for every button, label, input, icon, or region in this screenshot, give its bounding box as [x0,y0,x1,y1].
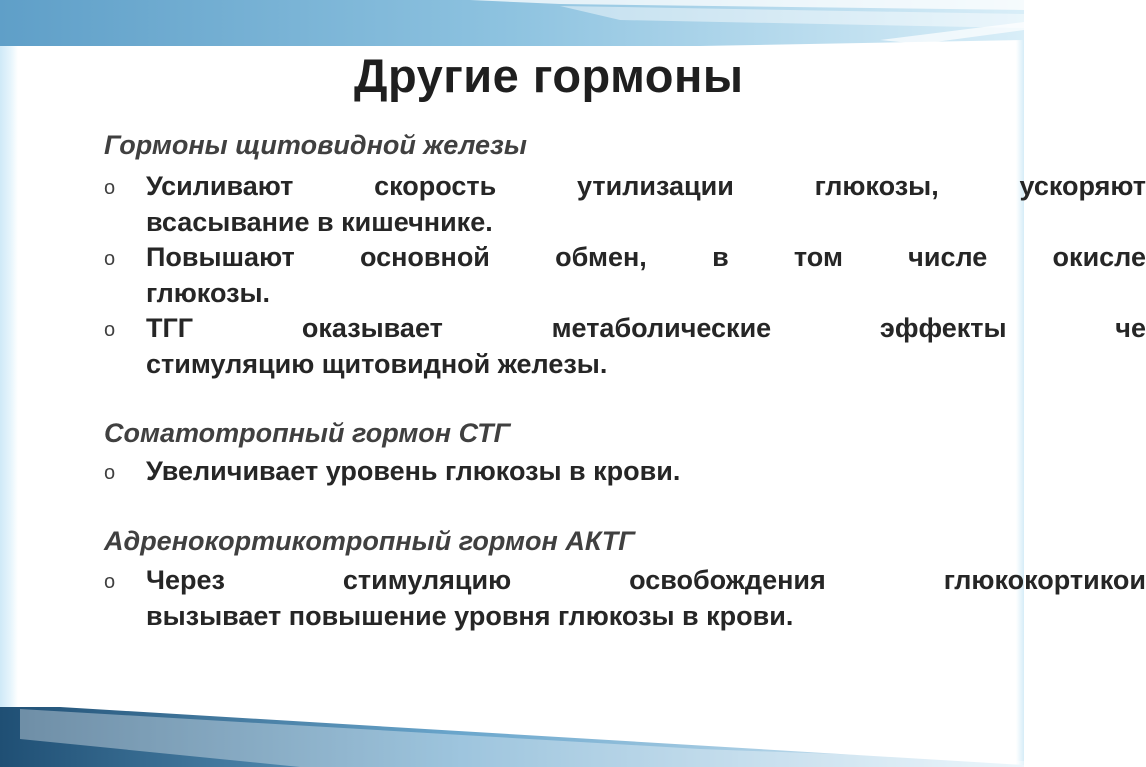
list-item-text: глюкозы. [146,278,271,308]
bullet-icon: o [104,571,116,593]
bullet-icon: o [104,462,116,484]
section-heading-somatotropin: Соматотропный гормон СТГ [104,418,511,448]
list-item-text: ТГГ оказывает метаболические эффекты че [146,313,1146,343]
page-title: Другие гормоны [354,49,744,102]
list-item-text: стимуляцию щитовидной железы. [146,349,608,379]
list-item-text: Повышают основной обмен, в том числе окисле [146,242,1146,272]
right-border-decoration [1016,40,1024,767]
bullet-icon: o [104,177,116,199]
list-item-text: всасывание в кишечнике. [146,207,493,237]
section-heading-acth: Адренокортикотропный гормон АКТГ [104,526,635,556]
bullet-icon: o [104,319,116,341]
bullet-icon: o [104,248,116,270]
slide-content [18,44,1146,704]
list-item-text: Через стимуляцию освобождения глюкокортикои [146,565,1146,595]
top-wave-decoration [0,0,1024,46]
section-heading-thyroid: Гормоны щитовидной железы [104,130,527,160]
left-border-decoration [0,0,18,767]
list-item-text: Усиливают скорость утилизации глюкозы, ускоряют [146,171,1146,201]
list-item-text: Увеличивает уровень глюкозы в крови. [146,456,681,486]
list-item-text: вызывает повышение уровня глюкозы в крови. [146,601,794,631]
